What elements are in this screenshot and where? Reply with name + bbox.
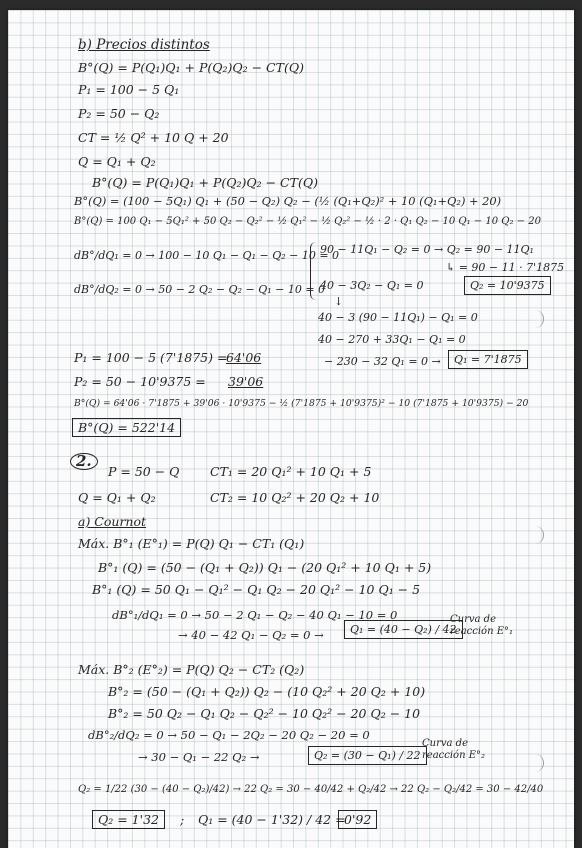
system-brace <box>310 242 317 300</box>
profit-expanded: B°(Q) = (100 − 5Q₁) Q₁ + (50 − Q₂) Q₂ − (½ (Q₁+Q₂)² + 10 (Q₁+Q₂) + 20) <box>74 194 502 208</box>
price-1-equation: P₁ = 100 − 5 Q₁ <box>78 82 180 97</box>
firm2-profit-2: B°₂ = 50 Q₂ − Q₁ Q₂ − Q₂² − 10 Q₂² − 20 Q₂ − 10 <box>108 706 421 721</box>
demand-equation: P = 50 − Q <box>108 464 180 479</box>
derivative-q1: dB°/dQ₁ = 0 → 100 − 10 Q₁ − Q₁ − Q₂ − 10 = 0 <box>74 249 340 262</box>
firm1-profit-2: B°₁ (Q) = 50 Q₁ − Q₁² − Q₁ Q₂ − 20 Q₁² − 10 Q₁ − 5 <box>92 582 421 597</box>
price-2-value: 39'06 <box>228 374 264 389</box>
price-2-line: P₂ = 50 − 10'9375 = <box>74 374 206 389</box>
firm1-profit-1: B°₁ (Q) = (50 − (Q₁ + Q₂)) Q₁ − (20 Q₁² + 10 Q₁ + 5) <box>98 560 432 575</box>
price-1-value: 64'06 <box>226 350 262 365</box>
substitution-2: 40 − 270 + 33Q₁ − Q₁ = 0 <box>318 333 466 346</box>
substitution-1: 40 − 3 (90 − 11Q₁) − Q₁ = 0 <box>318 311 478 324</box>
firm2-curve-label: Curva de reacción E°₂ <box>422 738 486 761</box>
final-separator: ; <box>180 812 185 827</box>
cost-equation: CT = ½ Q² + 10 Q + 20 <box>78 130 229 145</box>
profit-definition: B°(Q) = P(Q₁)Q₁ + P(Q₂)Q₂ − CT(Q) <box>78 60 304 75</box>
system-eq-1-substitution: ↳ = 90 − 11 · 7'1875 <box>446 261 565 274</box>
exercise-quantity-sum: Q = Q₁ + Q₂ <box>78 490 156 505</box>
q2-result-box: Q₂ = 10'9375 <box>464 276 551 295</box>
notebook-page <box>8 10 574 848</box>
margin-mark <box>535 310 544 328</box>
price-1-line: P₁ = 100 − 5 (7'1875) = <box>74 350 228 365</box>
section-title-cournot: a) Cournot <box>78 514 147 529</box>
system-eq-1: 90 − 11Q₁ − Q₂ = 0 → Q₂ = 90 − 11Q₁ <box>320 243 534 256</box>
price-2-equation: P₂ = 50 − Q₂ <box>78 106 160 121</box>
final-q1-value: 0'92 <box>338 810 377 829</box>
firm2-profit-1: B°₂ = (50 − (Q₁ + Q₂)) Q₂ − (10 Q₂² + 20 Q₂ + 10) <box>108 684 426 699</box>
final-q1-line: Q₁ = (40 − 1'32) / 42 = <box>198 812 346 827</box>
firm2-derivative: dB°₂/dQ₂ = 0 → 50 − Q₁ − 2Q₂ − 20 Q₂ − 20 = 0 <box>88 728 370 742</box>
profit-expanded-2: B°(Q) = 100 Q₁ − 5Q₁² + 50 Q₂ − Q₂² − ½ Q₁² − ½ Q₂² − ½ · 2 · Q₁ Q₂ − 10 Q₁ − 10 Q₂ − 20 <box>74 216 541 227</box>
profit-computation: B°(Q) = 64'06 · 7'1875 + 39'06 · 10'9375 − ½ (7'1875 + 10'9375)² − 10 (7'1875 + 10'9375) − 20 <box>74 398 529 409</box>
quantity-sum: Q = Q₁ + Q₂ <box>78 154 156 169</box>
exercise-number: 2. <box>70 453 98 470</box>
profit-result-box: B°(Q) = 522'14 <box>72 418 181 437</box>
substitution-3: − 230 − 32 Q₁ = 0 → <box>324 355 441 368</box>
firm1-derivative: dB°₁/dQ₁ = 0 → 50 − 2 Q₁ − Q₂ − 40 Q₁ − 10 = 0 <box>112 608 398 622</box>
ct1-equation: CT₁ = 20 Q₁² + 10 Q₁ + 5 <box>210 464 372 479</box>
solve-line: Q₂ = 1/22 (30 − (40 − Q₂)/42) → 22 Q₂ = 30 − 40/42 + Q₂/42 → 22 Q₂ − Q₂/42 = 30 − 42/40 <box>78 784 544 795</box>
firm2-max: Máx. B°₂ (E°₂) = P(Q) Q₂ − CT₂ (Q₂) <box>78 662 305 677</box>
margin-mark <box>535 754 544 772</box>
system-eq-2: 40 − 3Q₂ − Q₁ = 0 <box>320 279 424 292</box>
firm1-derivative-2: → 40 − 42 Q₁ − Q₂ = 0 → <box>178 628 324 642</box>
final-q2-box: Q₂ = 1'32 <box>92 810 165 829</box>
margin-mark <box>535 526 544 544</box>
firm2-reaction-box: Q₂ = (30 − Q₁) / 22 <box>308 746 427 765</box>
firm1-reaction-box: Q₁ = (40 − Q₂) / 42 <box>344 620 463 639</box>
arrow-down: ↓ <box>334 295 344 308</box>
ct2-equation: CT₂ = 10 Q₂² + 20 Q₂ + 10 <box>210 490 380 505</box>
firm1-curve-label: Curva de reacción E°₁ <box>450 614 514 637</box>
firm1-max: Máx. B°₁ (E°₁) = P(Q) Q₁ − CT₁ (Q₁) <box>78 536 305 551</box>
derivative-q2: dB°/dQ₂ = 0 → 50 − 2 Q₂ − Q₂ − Q₁ − 10 = 0 <box>74 283 326 296</box>
section-title-part-b: b) Precios distintos <box>78 37 210 53</box>
q1-result-box: Q₁ = 7'1875 <box>448 350 528 369</box>
profit-definition-2: B°(Q) = P(Q₁)Q₁ + P(Q₂)Q₂ − CT(Q) <box>92 175 318 190</box>
firm2-derivative-2: → 30 − Q₁ − 22 Q₂ → <box>138 750 260 764</box>
